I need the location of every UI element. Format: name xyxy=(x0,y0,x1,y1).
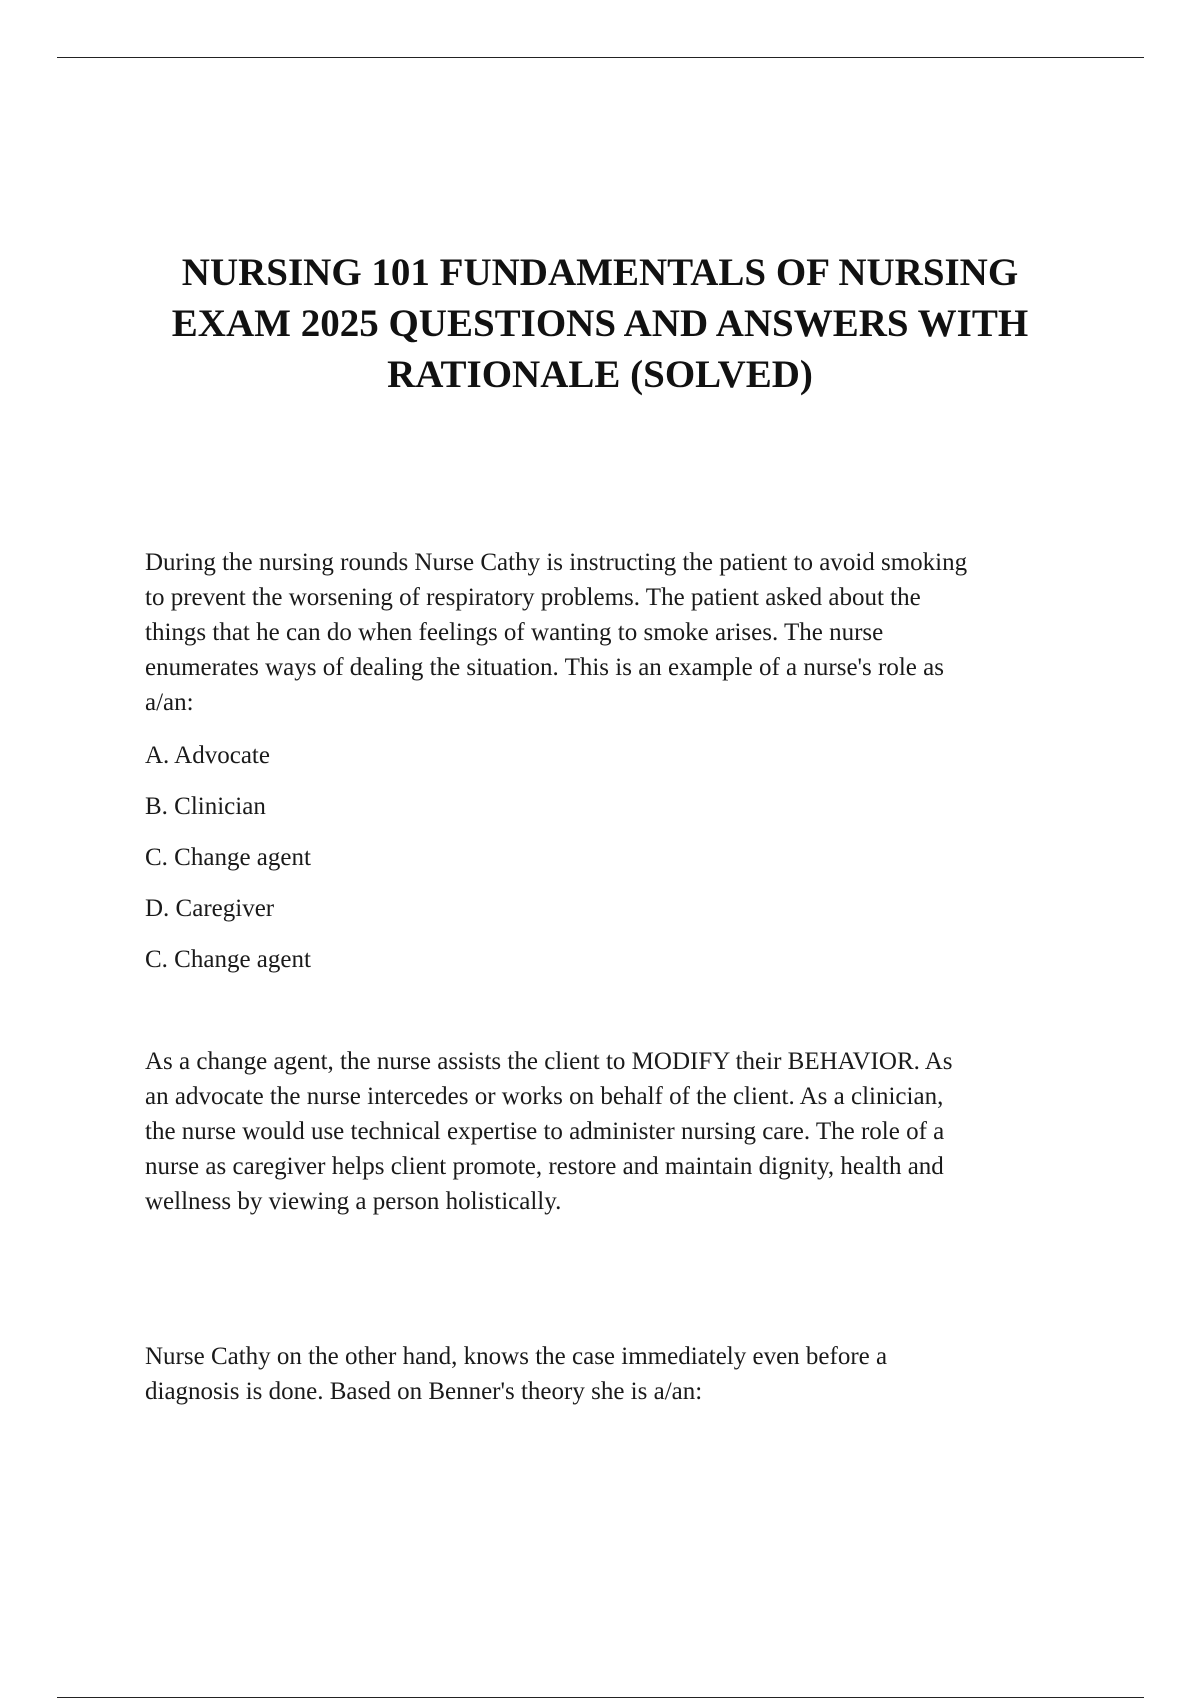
rationale-line: the nurse would use technical expertise to administer nursing care. The role of a xyxy=(145,1118,945,1145)
option-d: D. Caregiver xyxy=(145,895,275,922)
question-1-answer: C. Change agent xyxy=(145,946,311,973)
question-line: During the nursing rounds Nurse Cathy is instructing the patient to avoid smoking xyxy=(145,549,968,576)
rationale-line: As a change agent, the nurse assists the client to MODIFY their BEHAVIOR. As xyxy=(145,1048,953,1075)
question-line: enumerates ways of dealing the situation. This is an example of a nurse's role as xyxy=(145,654,944,681)
rationale-line: an advocate the nurse intercedes or works on behalf of the client. As a clinician, xyxy=(145,1083,944,1110)
option-c: C. Change agent xyxy=(145,844,311,871)
title-line: EXAM 2025 QUESTIONS AND ANSWERS WITH xyxy=(171,302,1029,345)
question-line: Nurse Cathy on the other hand, knows the case immediately even before a xyxy=(145,1343,888,1370)
option-b: B. Clinician xyxy=(145,793,266,820)
question-line: to prevent the worsening of respiratory problems. The patient asked about the xyxy=(145,584,921,611)
title-line: NURSING 101 FUNDAMENTALS OF NURSING xyxy=(181,251,1019,294)
rationale-line: nurse as caregiver helps client promote, restore and maintain dignity, health and xyxy=(145,1153,944,1180)
header-rule xyxy=(57,57,1144,58)
question-line: diagnosis is done. Based on Benner's theory she is a/an: xyxy=(145,1378,703,1405)
question-1-text xyxy=(145,545,1085,720)
option-a: A. Advocate xyxy=(145,742,270,769)
document-title xyxy=(100,247,1100,400)
question-line: things that he can do when feelings of wanting to smoke arises. The nurse xyxy=(145,619,884,646)
footer-rule xyxy=(57,1697,1144,1698)
question-line: a/an: xyxy=(145,689,194,716)
question-1-rationale xyxy=(145,1044,1085,1219)
question-2-text xyxy=(145,1339,1085,1409)
rationale-line: wellness by viewing a person holistically. xyxy=(145,1188,562,1215)
title-line: RATIONALE (SOLVED) xyxy=(387,353,813,396)
question-1-options xyxy=(145,738,311,942)
